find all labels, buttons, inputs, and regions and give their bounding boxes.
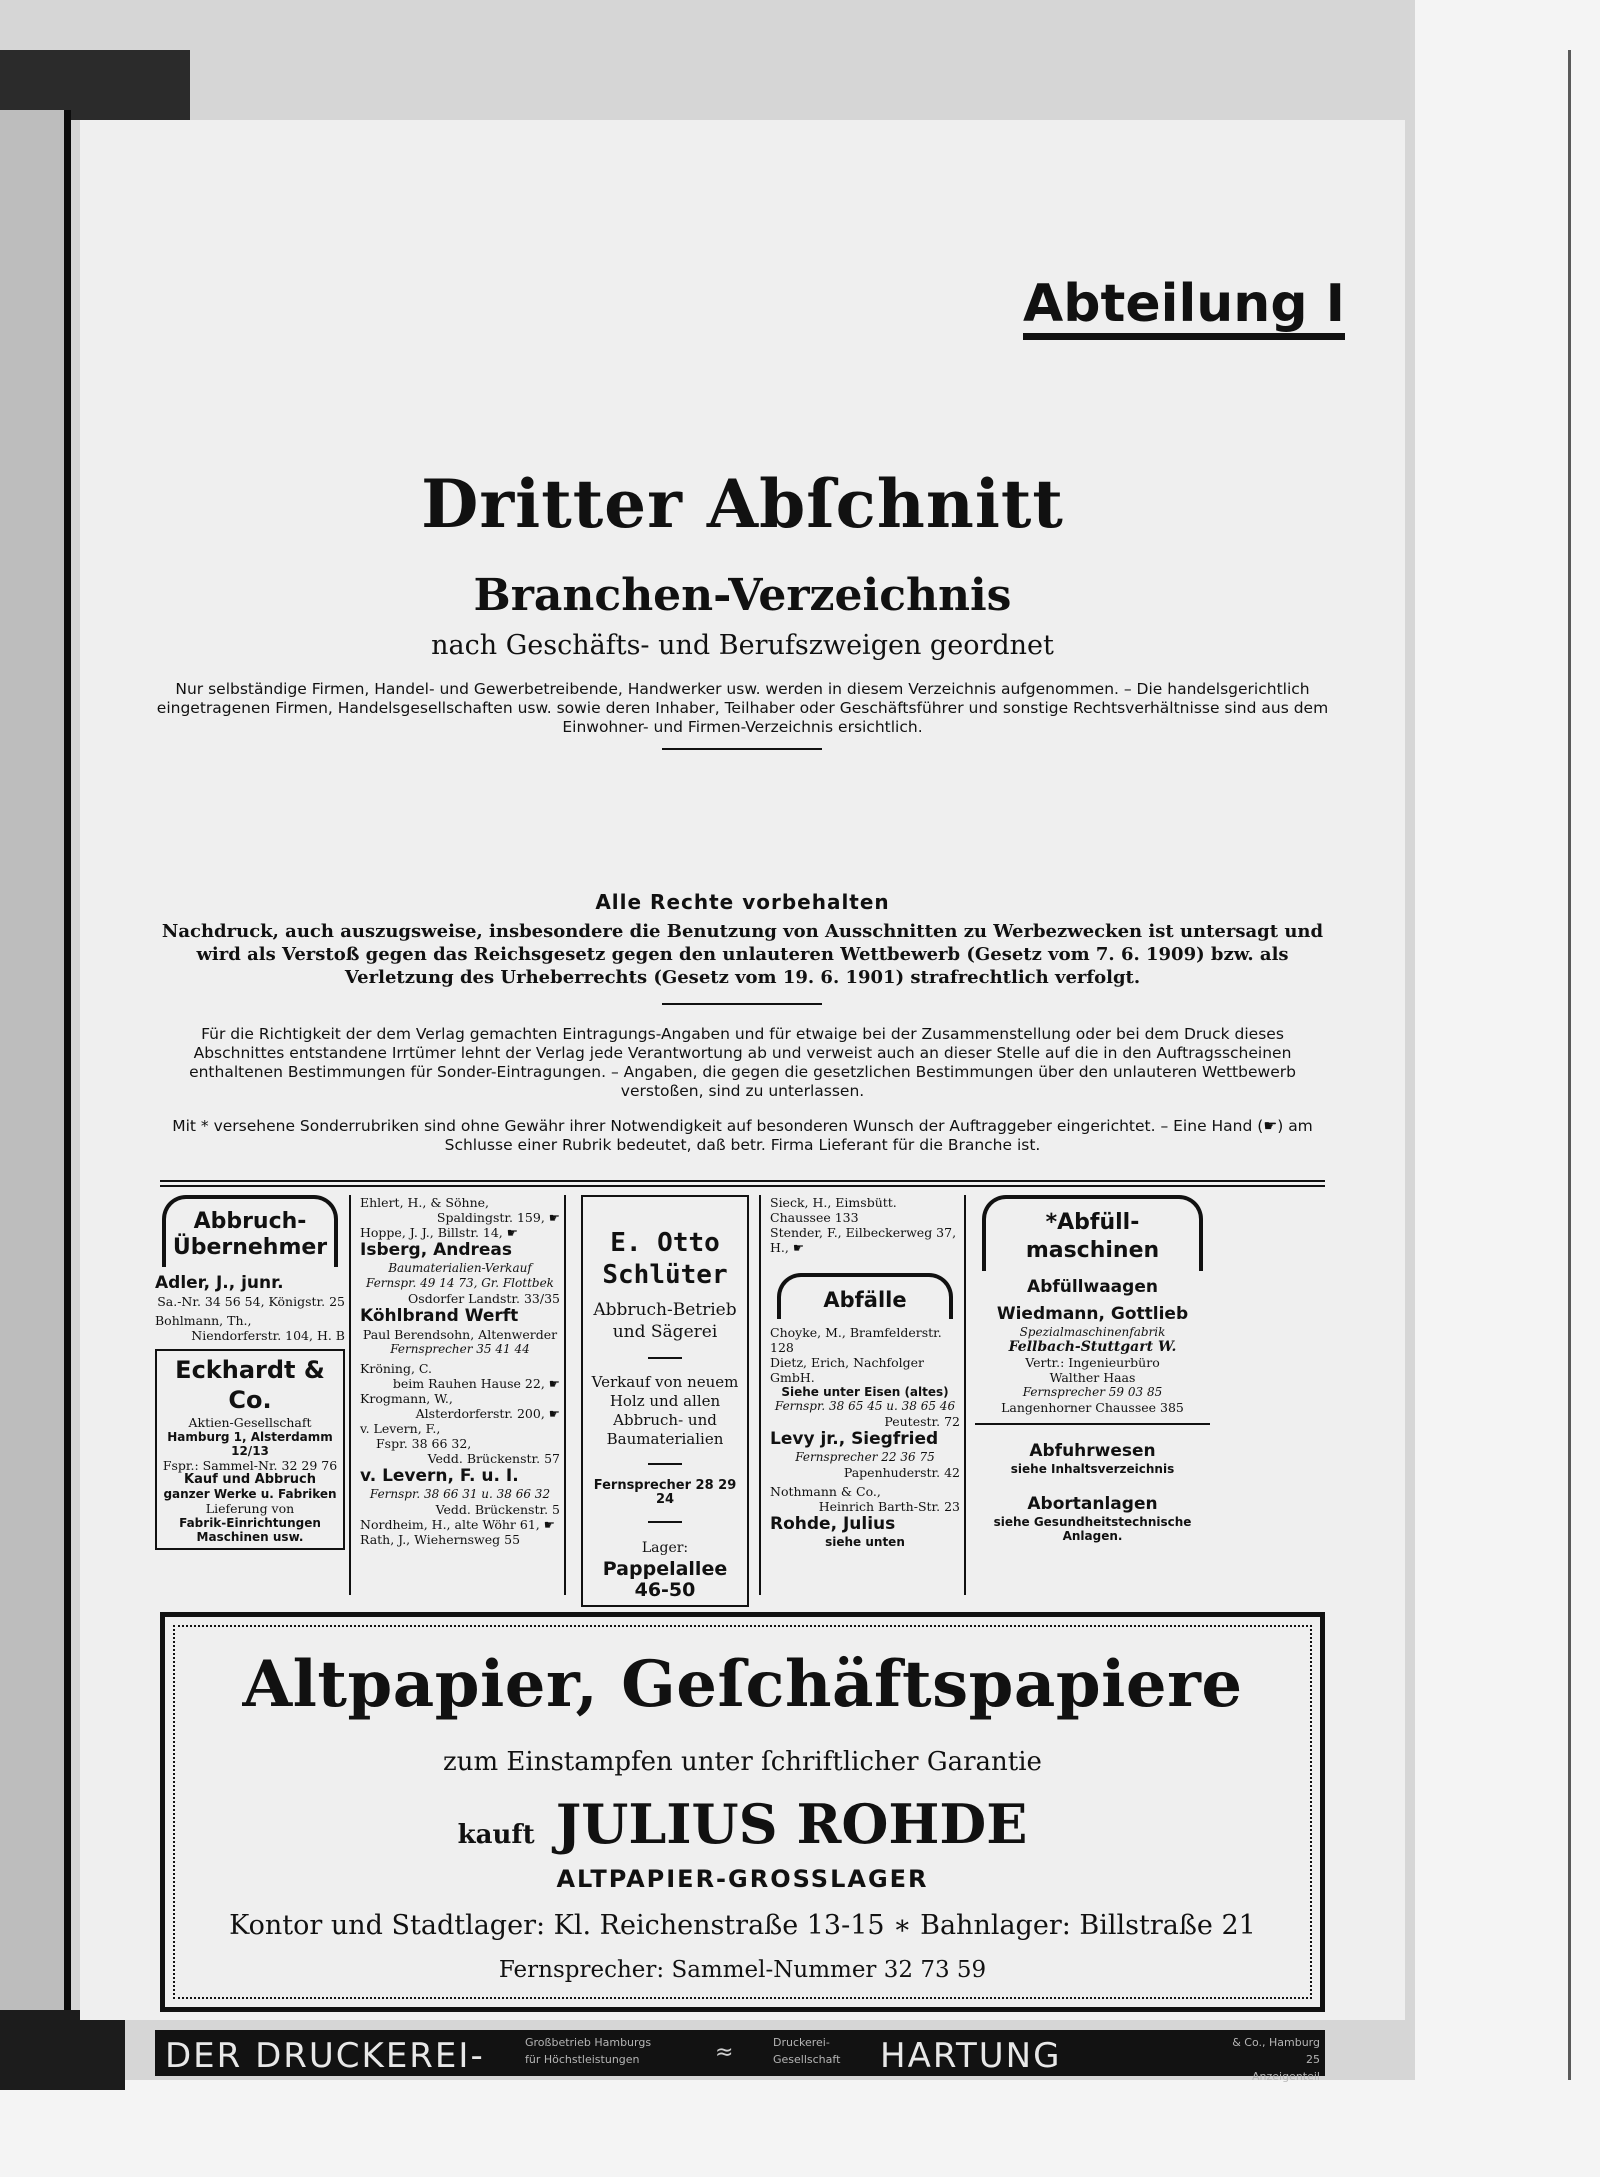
column-entries	[360, 1195, 560, 1595]
column-abfaelle	[770, 1195, 960, 1595]
ad-line: und Sägerei	[612, 1322, 718, 1342]
entry-line: Vedd. Brückenstr. 57	[427, 1451, 560, 1466]
entry-line: Bohlmann, Th.,	[155, 1313, 252, 1328]
imprint-right: HARTUNG	[880, 2036, 1062, 2076]
disclaimer-paragraph: Für die Richtigkeit der dem Verlag gemachten Eintragungs-Angaben und für etwaige bei der Zusammenstellung oder bei dem Druck dieses Abschnittes entstandene Irrtümer lehnt der Verlag jede Verantwortung ab und verweist auch an dieser Stelle auf die in den Auftragsscheinen enthaltenen Bestimmungen für Sonder-Eintragungen. – Angaben, die gegen die gesetzlichen Bestimmungen über den unlauteren Wettbewerb verstoßen, sind zu unterlassen.	[189, 1025, 1296, 1100]
ad-heading: E. Otto Schlüter	[602, 1228, 728, 1290]
scan-border	[1568, 50, 1571, 2080]
ad-line: Fspr.: Sammel-Nr. 32 29 76	[162, 1458, 338, 1473]
entry-line: siehe Gesundheitstechnische Anlagen.	[993, 1515, 1192, 1543]
ad-line: Kauf und Abbruch	[184, 1472, 316, 1487]
ad-heading: Eckhardt & Co.	[175, 1356, 325, 1414]
entry-line: Walther Haas	[1049, 1370, 1136, 1385]
entry-line: Fernsprecher 22 36 75	[795, 1450, 935, 1464]
intro-paragraph: Nur selbständige Firmen, Handel- und Gewerbetreibende, Handwerker usw. werden in diesem Verzeichnis aufgenommen. – Die handelsgerichtlich eingetragenen Firmen, Handelsgesellschaften usw. sowie deren Inhaber, Teilhaber oder Geschäftsführer und sonstige Rechtsverhältnisse sind aus dem Einwohner- und Firmen-Verzeichnis ersichtlich.	[156, 680, 1329, 736]
column-schlueter-ad	[575, 1195, 755, 1601]
ad-inner-frame	[173, 1625, 1312, 1999]
page-subtitle: Branchen-Verzeichnis	[473, 570, 1012, 621]
rubric-heading: Abortanlagen	[1027, 1494, 1158, 1514]
entry-line: Alsterdorferstr. 200, ☛	[415, 1406, 560, 1421]
note-paragraph: Mit * versehene Sonderrubriken sind ohne Gewähr ihrer Notwendigkeit auf besonderen Wunsch der Auftraggeber eingerichtet. – Eine Hand (☛) am Schlusse einer Rubrik bedeutet, daß betr. Firma Lieferant für die Branche ist.	[172, 1117, 1313, 1154]
eckhardt-ad	[155, 1349, 345, 1550]
entry-line: Paul Berendsohn, Altenwerder	[362, 1327, 558, 1342]
double-rule	[160, 1180, 1325, 1187]
page-subtitle-2: nach Geschäfts- und Berufszweigen geordnet	[431, 630, 1054, 661]
imprint-small-line: Gesellschaft	[773, 2053, 841, 2066]
column-abfuellmaschinen	[975, 1195, 1210, 1595]
entry-line: Hoppe, J. J., Billstr. 14, ☛	[360, 1225, 518, 1240]
entry-name: Rohde, Julius	[770, 1514, 896, 1534]
entry-line: Fernsprecher 59 03 85	[1022, 1385, 1163, 1399]
ad-line: Aktien-Gesellschaft	[188, 1415, 312, 1430]
entry-name: Levy jr., Siegfried	[770, 1429, 939, 1449]
ad-line: Abbruch-Betrieb	[593, 1300, 737, 1320]
entry-line: Langenhorner Chaussee 385	[1001, 1400, 1184, 1415]
wave-logo-icon: ≈	[715, 2040, 734, 2065]
ad-address: Pappelallee 46-50	[602, 1558, 728, 1601]
entry-line: Spezialmaschinenfabrik	[1019, 1325, 1166, 1339]
entry-line: Baumaterialien-Verkauf	[388, 1261, 532, 1275]
entry-line: Peutestr. 72	[884, 1414, 960, 1429]
rubric-subheading: Abfüllwaagen	[1027, 1277, 1158, 1297]
rubric-heading: Abfuhrwesen	[1029, 1441, 1156, 1461]
imprint-small-line: Großbetrieb Hamburgs	[525, 2036, 652, 2049]
ad-line: ganzer Werke u. Fabriken	[163, 1487, 337, 1501]
ad-line: Holz und allen	[609, 1392, 721, 1410]
divider	[662, 748, 822, 750]
entry-line: Choyke, M., Bramfelderstr. 128	[770, 1325, 942, 1355]
rubric-heading: Abfälle	[777, 1273, 953, 1319]
entry-line: Kröning, C.	[360, 1361, 432, 1376]
entry-line: Vertr.: Ingenieurbüro	[1025, 1355, 1160, 1370]
imprint-small-line: für Höchstleistungen	[525, 2053, 640, 2066]
entry-line: Papenhuderstr. 42	[843, 1465, 960, 1480]
divider	[648, 1463, 682, 1465]
column-abbruch	[155, 1195, 345, 1595]
entry-line: Nordheim, H., alte Wöhr 61, ☛	[360, 1517, 555, 1532]
entry-line: Fernspr. 38 66 31 u. 38 66 32	[369, 1487, 551, 1501]
ad-company: JULIUS ROHDE	[555, 1792, 1028, 1856]
rohde-advertisement	[160, 1612, 1325, 2012]
rubric-heading: *Abfüll-maschinen	[982, 1195, 1203, 1271]
imprint-small	[773, 2034, 840, 2068]
printer-imprint	[155, 2030, 1325, 2083]
ad-line: Maschinen usw.	[196, 1530, 304, 1544]
scan-border	[1415, 0, 1600, 2177]
imprint-small-line: Druckerei-	[773, 2036, 830, 2049]
scan-border	[0, 110, 70, 2070]
ad-line: Verkauf von neuem	[591, 1373, 739, 1391]
entry-line: Osdorfer Landstr. 33/35	[408, 1291, 560, 1306]
rubric-heading: Abbruch-Übernehmer	[162, 1195, 338, 1267]
scan-border	[64, 110, 71, 2070]
entry-line: Fernspr. 38 65 45 u. 38 65 46	[774, 1399, 956, 1413]
imprint-small	[1230, 2034, 1320, 2085]
entry-line: Fernspr. 49 14 73, Gr. Flottbek	[366, 1276, 554, 1290]
entry-line: Niendorferstr. 104, H. B	[191, 1328, 345, 1343]
entry-line: siehe Inhaltsverzeichnis	[1010, 1462, 1175, 1476]
ad-kauft: kauft	[457, 1820, 535, 1850]
ad-phone: Fernsprecher: Sammel-Nummer 32 73 59	[498, 1957, 987, 1983]
entry-line: siehe unten	[825, 1535, 905, 1549]
entry-line: beim Rauhen Hause 22, ☛	[392, 1376, 560, 1391]
entry-name: Isberg, Andreas	[360, 1240, 513, 1260]
entry-line: Sa.-Nr. 34 56 54, Königstr. 25	[157, 1294, 345, 1309]
ad-phone: Fernsprecher 28 29 24	[593, 1478, 737, 1507]
entry-line: Heinrich Barth-Str. 23	[818, 1499, 960, 1514]
entry-name: Köhlbrand Werft	[360, 1306, 519, 1326]
scan-border	[0, 2080, 1600, 2177]
schlueter-ad	[581, 1195, 749, 1607]
divider	[648, 1521, 682, 1523]
entry-line: Stender, F., Eilbeckerweg 37, H., ☛	[770, 1225, 957, 1255]
ad-line: Lieferung von	[205, 1501, 295, 1516]
entry-line: Siehe unter Eisen (altes)	[781, 1385, 949, 1399]
divider	[662, 1003, 822, 1005]
ad-line: Hamburg 1, Alsterdamm 12/13	[167, 1430, 333, 1458]
imprint-small	[525, 2034, 651, 2068]
ad-line: Abbruch- und	[613, 1411, 717, 1429]
entry-line: Spaldingstr. 159, ☛	[436, 1210, 560, 1225]
ad-line: Lager:	[641, 1540, 689, 1556]
imprint-small-line: Anzeigenteil	[1251, 2070, 1320, 2083]
ad-line: ALTPAPIER-GROSSLAGER	[556, 1865, 929, 1893]
entry-line: Fspr. 38 66 32,	[376, 1436, 472, 1451]
scan-border	[0, 2010, 125, 2090]
column-rule	[349, 1195, 351, 1595]
column-rule	[564, 1195, 566, 1595]
ad-title: Altpapier, Geſchäftspapiere	[242, 1647, 1243, 1722]
rights-paragraph: Nachdruck, auch auszugsweise, insbesondere die Benutzung von Ausschnitten zu Werbezwecken ist untersagt und wird als Verstoß gegen das Reichsgesetz gegen den unlauteren Wettbewerb (Gesetz vom 7. 6. 1909) bzw. als Verletzung des Urheberrechts (Gesetz vom 19. 6. 1901) strafrechtlich verfolgt.	[161, 921, 1324, 988]
divider	[648, 1357, 682, 1359]
ad-line: Baumaterialien	[606, 1430, 724, 1448]
entry-line: Rath, J., Wiehernsweg 55	[360, 1532, 521, 1547]
entry-line: Sieck, H., Eimsbütt. Chaussee 133	[770, 1195, 897, 1225]
entry-line: Fellbach-Stuttgart W.	[1008, 1339, 1177, 1355]
entry-name: Wiedmann, Gottlieb	[996, 1304, 1189, 1324]
imprint-left: DER DRUCKEREI-	[165, 2036, 485, 2076]
column-rule	[759, 1195, 761, 1595]
page-title: Dritter Abſchnitt	[421, 465, 1064, 543]
section-label: Abteilung I	[1023, 275, 1345, 340]
entry-line: Fernsprecher 35 41 44	[390, 1342, 530, 1356]
entry-line: Ehlert, H., & Söhne,	[360, 1195, 489, 1210]
divider	[975, 1423, 1210, 1425]
ad-line: zum Einstampfen unter ſchriftlicher Garantie	[443, 1747, 1042, 1777]
imprint-small-line: & Co., Hamburg 25	[1232, 2036, 1320, 2066]
entry-line: Dietz, Erich, Nachfolger GmbH.	[770, 1355, 925, 1385]
rights-heading: Alle Rechte vorbehalten	[595, 890, 890, 914]
entry-name: v. Levern, F. u. I.	[360, 1466, 519, 1486]
ad-address: Kontor und Stadtlager: Kl. Reichenstraße 13-15 ∗ Bahnlager: Billstraße 21	[229, 1910, 1256, 1941]
entry-line: Krogmann, W.,	[360, 1391, 453, 1406]
entry-line: Nothmann & Co.,	[770, 1484, 881, 1499]
ad-line	[175, 1792, 1310, 1856]
entry-name: Adler, J., junr.	[155, 1273, 284, 1293]
entry-line: v. Levern, F.,	[360, 1421, 441, 1436]
column-rule	[964, 1195, 966, 1595]
entry-line: Vedd. Brückenstr. 5	[435, 1502, 560, 1517]
ad-line: Fabrik-Einrichtungen	[179, 1516, 321, 1530]
document-page	[80, 120, 1405, 2083]
